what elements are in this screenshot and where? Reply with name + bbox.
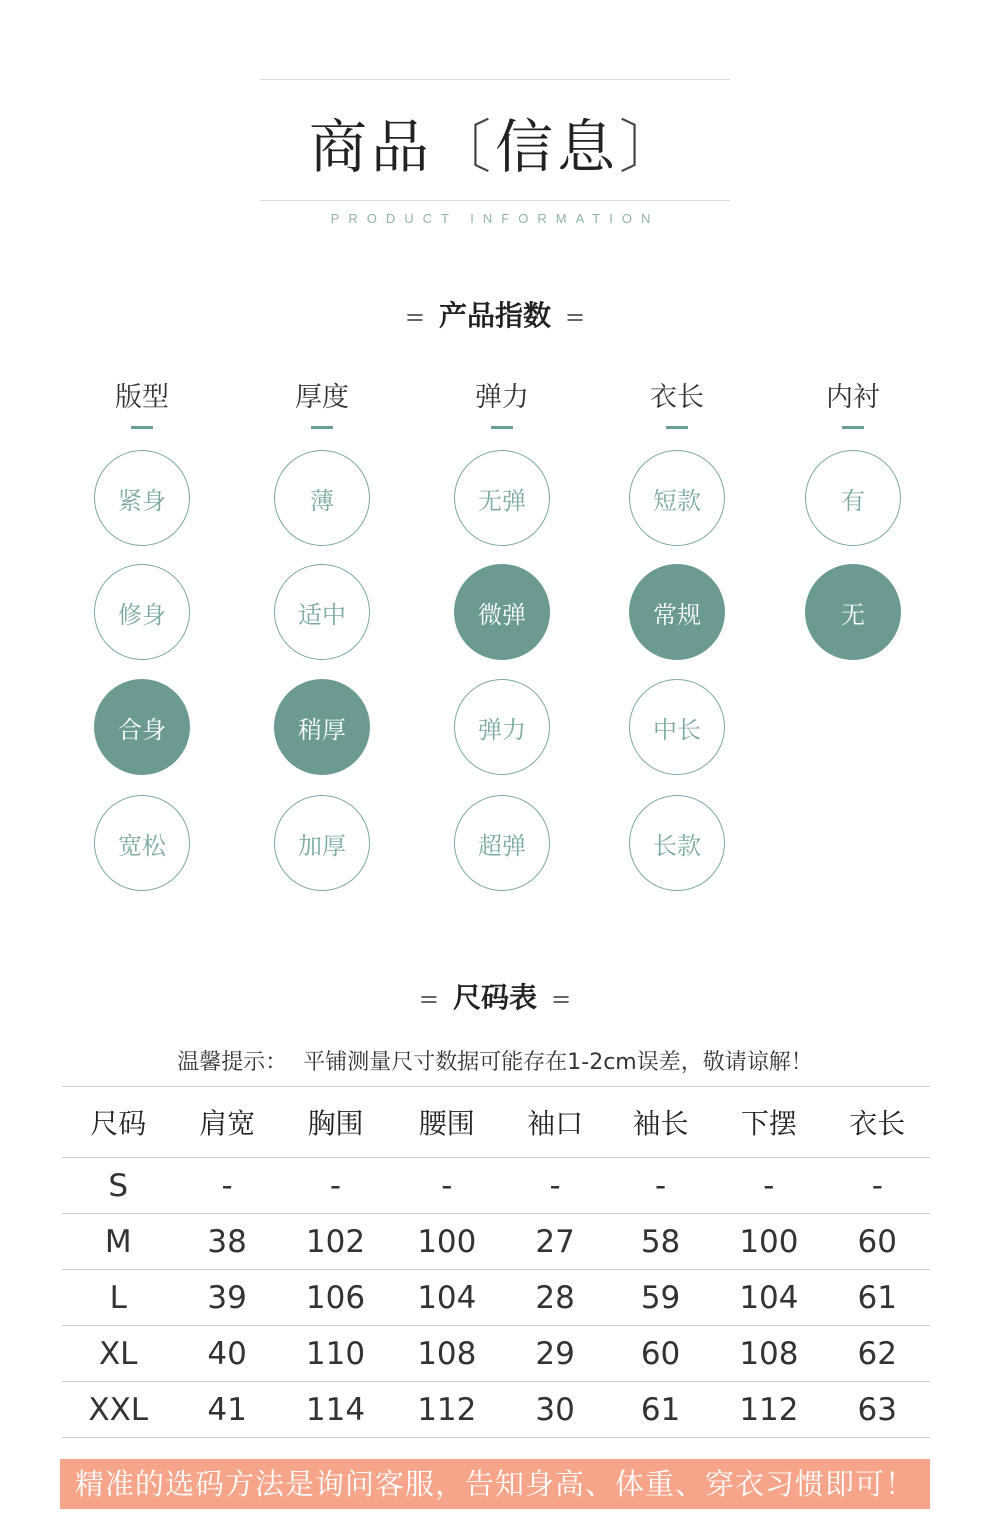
index-column-underline	[666, 426, 688, 429]
page-subtitle: PRODUCT INFORMATION	[330, 211, 660, 226]
size-value-cell: 40	[174, 1326, 279, 1382]
index-column-header	[442, 380, 562, 429]
size-value-cell: 28	[502, 1270, 607, 1326]
index-column-label: 厚度	[295, 382, 349, 413]
index-option: 短款	[629, 450, 725, 546]
index-option-selected: 稍厚	[274, 679, 370, 775]
title-main: 商品	[308, 113, 433, 181]
title-decoration-right: =	[551, 985, 572, 1013]
size-value-cell: 61	[608, 1382, 713, 1438]
size-table-header-cell: 袖口	[502, 1087, 607, 1158]
size-table-header-cell: 腰围	[391, 1087, 502, 1158]
size-value-cell: 27	[502, 1214, 607, 1270]
size-table-header-cell: 衣长	[825, 1087, 930, 1158]
index-option: 宽松	[94, 795, 190, 891]
size-value-cell: 108	[391, 1326, 502, 1382]
index-column-underline	[491, 426, 513, 429]
size-value-cell: 38	[174, 1214, 279, 1270]
size-table-header-cell: 胸围	[280, 1087, 391, 1158]
size-label-cell: S	[62, 1158, 174, 1214]
size-table-header-cell: 尺码	[62, 1087, 174, 1158]
size-value-cell: -	[280, 1158, 391, 1214]
size-table-header-cell: 袖长	[608, 1087, 713, 1158]
size-value-cell: 108	[713, 1326, 824, 1382]
size-value-cell: 62	[825, 1326, 930, 1382]
size-value-cell: 112	[391, 1382, 502, 1438]
size-value-cell: -	[825, 1158, 930, 1214]
index-column-label: 内衬	[826, 382, 880, 413]
index-column-underline	[842, 426, 864, 429]
size-value-cell: 104	[713, 1270, 824, 1326]
page-title	[0, 100, 990, 184]
size-table-header-cell: 下摆	[713, 1087, 824, 1158]
title-highlight: 信息	[495, 113, 620, 181]
title-decoration-left: =	[418, 985, 439, 1013]
size-section-title-text: 尺码表	[452, 981, 537, 1014]
size-value-cell: -	[502, 1158, 607, 1214]
size-value-cell: 114	[280, 1382, 391, 1438]
size-value-cell: 60	[608, 1326, 713, 1382]
size-value-cell: 29	[502, 1326, 607, 1382]
size-value-cell: -	[608, 1158, 713, 1214]
table-row	[62, 1214, 930, 1270]
index-option: 加厚	[274, 795, 370, 891]
size-table-body	[62, 1158, 930, 1438]
size-value-cell: 110	[280, 1326, 391, 1382]
title-decoration-right: =	[565, 303, 586, 331]
index-option: 无弹	[454, 450, 550, 546]
index-column-label: 衣长	[650, 382, 704, 413]
size-section-title	[0, 976, 990, 1016]
index-option: 弹力	[454, 679, 550, 775]
index-option-selected: 合身	[94, 679, 190, 775]
size-table	[62, 1086, 930, 1438]
title-decoration-left: =	[404, 303, 425, 331]
index-option: 薄	[274, 450, 370, 546]
size-value-cell: 60	[825, 1214, 930, 1270]
index-option: 中长	[629, 679, 725, 775]
size-table-header-cell: 肩宽	[174, 1087, 279, 1158]
size-value-cell: 30	[502, 1382, 607, 1438]
size-value-cell: 104	[391, 1270, 502, 1326]
size-tip-label: 温馨提示：	[177, 1050, 288, 1075]
index-option: 长款	[629, 795, 725, 891]
index-column-header	[82, 380, 202, 429]
index-option: 紧身	[94, 450, 190, 546]
table-row	[62, 1326, 930, 1382]
index-option-selected: 微弹	[454, 564, 550, 660]
bracket-close: 〕	[619, 113, 682, 181]
index-column-label: 版型	[115, 382, 169, 413]
size-value-cell: 63	[825, 1382, 930, 1438]
size-value-cell: -	[391, 1158, 502, 1214]
size-value-cell: 61	[825, 1270, 930, 1326]
size-advice-banner: 精准的选码方法是询问客服，告知身高、体重、穿衣习惯即可！	[60, 1459, 930, 1509]
size-label-cell: L	[62, 1270, 174, 1326]
table-row	[62, 1382, 930, 1438]
header-top-divider	[260, 79, 730, 80]
index-section-title	[0, 294, 990, 334]
index-option-selected: 常规	[629, 564, 725, 660]
index-option: 修身	[94, 564, 190, 660]
size-table-header	[62, 1087, 930, 1158]
index-option: 超弹	[454, 795, 550, 891]
index-column-underline	[131, 426, 153, 429]
size-value-cell: 58	[608, 1214, 713, 1270]
index-column-header	[793, 380, 913, 429]
size-value-cell: -	[174, 1158, 279, 1214]
size-label-cell: M	[62, 1214, 174, 1270]
index-column-header	[617, 380, 737, 429]
index-option: 适中	[274, 564, 370, 660]
index-column-header	[262, 380, 382, 429]
size-tip	[0, 1045, 990, 1076]
index-option-selected: 无	[805, 564, 901, 660]
size-value-cell: 112	[713, 1382, 824, 1438]
size-value-cell: 39	[174, 1270, 279, 1326]
index-column-underline	[311, 426, 333, 429]
size-value-cell: 100	[391, 1214, 502, 1270]
table-row	[62, 1270, 930, 1326]
index-option: 有	[805, 450, 901, 546]
size-label-cell: XXL	[62, 1382, 174, 1438]
size-value-cell: 41	[174, 1382, 279, 1438]
size-value-cell: -	[713, 1158, 824, 1214]
index-column-label: 弹力	[475, 382, 529, 413]
size-label-cell: XL	[62, 1326, 174, 1382]
size-tip-text: 平铺测量尺寸数据可能存在1-2cm误差，敬请谅解！	[303, 1050, 813, 1075]
size-value-cell: 100	[713, 1214, 824, 1270]
header-bottom-divider	[260, 200, 730, 201]
table-row	[62, 1158, 930, 1214]
bracket-open: 〔	[432, 113, 495, 181]
size-value-cell: 106	[280, 1270, 391, 1326]
size-value-cell: 59	[608, 1270, 713, 1326]
index-section-title-text: 产品指数	[438, 299, 551, 332]
size-value-cell: 102	[280, 1214, 391, 1270]
